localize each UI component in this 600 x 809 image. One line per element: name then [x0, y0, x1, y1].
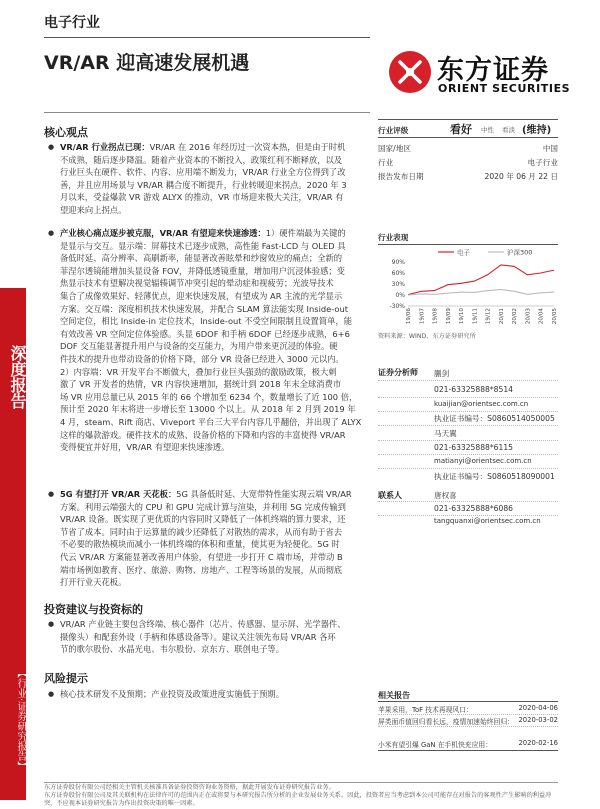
bullet-1-line: VR/AR 在 2016 年经历过一次资本热，但是由于时机 — [149, 142, 346, 152]
y-tick-label: 0% — [395, 292, 405, 299]
y-tick-label: 60% — [391, 270, 405, 277]
bullet-3-line: VR/AR 设备。既实现了更优质的内容同时又降低了一体机终端的算力要求，还 — [60, 514, 346, 525]
footer-rule — [44, 782, 558, 783]
analyst-name: 蒯剑 — [434, 369, 450, 378]
related-item[interactable] — [378, 716, 558, 726]
risk-heading: 风险提示 — [44, 672, 88, 685]
core-bullet-3 — [48, 488, 370, 589]
bullet-2-line: 件技术的提升也带动设备的价格下降，部分 VR 设备已经进入 3000 元以内。 — [60, 353, 344, 364]
bullet-2-line: 是显示与交互。显示端：屏幕技术已逐步成熟，高性能 Fast-LCD 与 OLED 具 — [60, 240, 346, 251]
related-bottom-rule — [378, 750, 558, 751]
contact-phone: 021-63325888*6086 — [434, 504, 514, 513]
bullet-3-line: 端市场例如教育、医疗、旅游、购物、房地产、工程等场景的发展，从而彻底 — [60, 564, 343, 575]
divider — [378, 397, 558, 398]
rating-top-rule — [378, 119, 558, 120]
series-line — [408, 265, 554, 295]
title-rule — [44, 112, 370, 113]
divider — [378, 714, 558, 715]
logo-text-en: ORIENT SECURITIES — [438, 82, 571, 95]
bullet-icon: ● — [48, 620, 55, 628]
x-tick-label: 19/12 — [485, 308, 492, 325]
performance-rule — [378, 244, 558, 245]
bullet-3-line: 方案。利用云端强大的 CPU 和 GPU 完成计算与渲染，并利用 5G 完成传输到 — [60, 501, 346, 512]
related-item[interactable] — [378, 704, 558, 714]
related-rule — [378, 701, 558, 702]
header-rule — [44, 37, 370, 38]
bullet-1-lead: VR/AR 行业拐点已现： — [60, 142, 150, 152]
analyst-name: 马天翼 — [434, 429, 457, 438]
info-row-date — [378, 171, 558, 182]
divider — [378, 454, 558, 455]
x-tick-label: 20/03 — [525, 308, 532, 325]
bullet-icon: ● — [48, 229, 55, 237]
info-value: 电子行业 — [527, 158, 558, 167]
legend-label: 沪深300 — [507, 248, 533, 257]
bullet-1-line: 望迎来向上拐点。 — [60, 204, 127, 215]
divider — [378, 425, 558, 426]
bullet-2-line: 备低时延、高分辨率、高刷新率，能显著改善眩晕和纱窗效应的痛点；全新的 — [60, 253, 343, 264]
investment-line: VR/AR 产业链主要包含终端、核心器件（芯片、传感器、显示屏、光学器件、 — [60, 619, 346, 629]
related-item[interactable] — [378, 739, 558, 749]
analyst-phone: 021-63325888*6115 — [434, 443, 514, 452]
bullet-icon: ● — [48, 490, 55, 498]
bullet-2-line: 场 VR 应用总量已从 2015 年的 66 个增加至 6234 个，数量增长了近 100 倍， — [60, 391, 358, 402]
chart-source: 资料来源：WIND、东方证券研究所 — [378, 333, 476, 340]
risk-bullet — [48, 688, 370, 701]
divider — [378, 501, 558, 502]
analyst-cert — [434, 413, 555, 424]
investment-bullet — [48, 618, 370, 656]
sidebar-report-type: 深度报告 — [8, 345, 27, 409]
bullet-2-line: 激了 VR 开发者的热情，VR 内容快速增加，据统计到 2018 年末全球消费市 — [60, 379, 342, 390]
core-bullet-2 — [48, 227, 370, 454]
related-title[interactable]: 小米有望引爆 GaN 在手机快充应用： — [378, 741, 492, 749]
info-key: 国家/地区 — [378, 144, 411, 153]
y-tick-label: -30% — [389, 303, 405, 310]
divider — [378, 726, 558, 727]
divider — [378, 411, 558, 412]
divider — [378, 515, 558, 516]
x-tick-label: 20/01 — [498, 308, 505, 325]
cert-label: 执业证书编号： — [434, 472, 488, 481]
info-key: 行业 — [378, 158, 394, 167]
bullet-2-line: 菲涅尔透镜能增加头显设备 FOV，并降低透镜重量，增加用户沉浸体验感；变 — [60, 265, 345, 276]
bullet-2-line: DOF 交互能显著提升用户与设备的交互能力，为用户带来更沉浸的体验。硬 — [60, 341, 338, 352]
investment-line: 节的歌尔股份、水晶光电、韦尔股份、京东方、联创电子等。 — [60, 644, 285, 655]
bullet-2-line: 空间定位，相比 Inside-in 定位技术，Inside-out 不受空间限制且设置简单，能 — [60, 316, 353, 327]
x-tick-label: 19/11 — [472, 308, 479, 325]
bullet-2-line: 这样的爆款游戏。硬件技术的成熟、设备价格的下降和内容的丰富使得 VR/AR — [60, 429, 346, 440]
performance-heading: 行业表现 — [378, 233, 409, 242]
bullet-2-line: 2）内容端：VR 开发平台不断做大，叠加行业巨头强劲的激励政策，极大刺 — [60, 366, 337, 377]
related-title[interactable]: 屏类面币值回归看长远，疫情加速始终回归： — [378, 718, 514, 726]
y-tick-label: 90% — [391, 259, 405, 266]
bullet-1-line: 行业巨头在硬件、软件、内容、应用端不断发力，VR/AR 行业全方位得到了改 — [60, 167, 346, 178]
investment-heading: 投资建议与投资标的 — [44, 603, 143, 616]
bullet-3-lead: 5G 有望打开 VR/AR 天花板： — [60, 489, 177, 499]
info-row-industry — [378, 157, 558, 168]
rating-bottom-rule — [378, 137, 558, 138]
bullet-3-line: 打开行业天花板。 — [60, 577, 127, 588]
x-tick-label: 19/08 — [432, 308, 439, 325]
bullet-2-line: 预计至 2020 年末将进一步增长至 13000 个以上。从 2018 年 2 月到 2019 年 — [60, 404, 356, 415]
bullet-2-line: 1）硬件端最为关键的 — [265, 228, 346, 238]
x-tick-label: 20/05 — [552, 308, 558, 325]
cert-number: S0860518090001 — [487, 472, 555, 481]
x-tick-label: 19/09 — [445, 308, 452, 325]
related-heading: 相关报告 — [378, 691, 410, 700]
x-tick-label: 19/06 — [406, 308, 412, 325]
industry-label: 电子行业 — [44, 15, 100, 31]
related-date: 2020-02-16 — [518, 739, 558, 747]
x-tick-label: 19/10 — [459, 308, 466, 325]
bullet-2-line: 变得便宜并好用，VR/AR 有望迎来快速渗透。 — [60, 442, 230, 453]
info-row-region — [378, 143, 558, 154]
bullet-3-line: 5G 具备低时延、大宽带特性能实现云端 VR/AR — [176, 489, 352, 499]
core-viewpoints-heading: 核心观点 — [44, 126, 88, 139]
analyst-email[interactable]: kuaijian@orientsec.com.cn — [434, 400, 529, 408]
analyst-cert — [434, 471, 555, 482]
performance-chart — [378, 246, 558, 328]
logo-text-cn: 东方证券 — [437, 55, 549, 86]
bullet-2-line: 焦显示技术有望解决视觉辐辏调节冲突引起的晕动症和视疲劳；光波导技术 — [60, 278, 334, 289]
x-tick-label: 19/07 — [419, 308, 426, 325]
contact-name: 唐权喜 — [434, 491, 457, 500]
bullet-1-line: 月以来，受益爆款 VR 游戏 ALYX 的推动，VR 市场迎来极大关注，VR/AR 有 — [60, 192, 344, 203]
rating-scale-mid: 中性 — [481, 126, 494, 134]
bullet-2-line: 方案。交互端：深度相机技术快速发展，并配合 SLAM 算法能实现 Inside-out — [60, 303, 348, 314]
bullet-3-line: 不必要的散热模块而减小一体机终端的体积和重量，使其更为轻便化。5G 时 — [60, 539, 340, 550]
bullet-icon: ● — [48, 143, 55, 151]
x-tick-label: 20/04 — [538, 308, 545, 325]
analyst-role-label: 证券分析师 — [378, 368, 418, 377]
bullet-1-line: 不成熟，随后逐步降温。随着产业资本的不断投入，政策红利不断释放，以及 — [60, 154, 343, 165]
bullet-2-line: 有效改善 VR 空间定位体验感。头显 6DOF 和手柄 6DOF 已经逐步成熟，6+6 — [60, 328, 350, 339]
related-title[interactable]: 苹果采用，ToF 技术再现风口： — [378, 706, 473, 714]
divider — [378, 380, 558, 381]
y-tick-label: 30% — [391, 281, 405, 288]
report-title: VR/AR 迎高速发展机遇 — [44, 52, 250, 74]
x-tick-label: 20/02 — [512, 308, 519, 325]
rating-label: 行业评级 — [378, 126, 409, 135]
bullet-3-line: 代云 VR/AR 方案能显著改善用户体验，有望进一步打开 C 端市场，并带动 B — [60, 551, 343, 562]
footer-line: 东方证券股份有限公司经相关主管机关核准具备证券投资咨询业务资格，据此开展发布证券研究报告业务。 — [44, 784, 335, 791]
bullet-3-line: 节省了成本。同时由于运算量的减少还降低了对散热的需求，从而有助于省去 — [60, 526, 343, 537]
orient-logo-icon — [388, 50, 432, 94]
rating-scale-low: 看淡 — [502, 126, 515, 134]
bullet-2-lead: 产业核心痛点逐步被克服，VR/AR 有望迎来快速渗透： — [60, 228, 266, 238]
info-value: 中国 — [542, 144, 558, 153]
analyst-email[interactable]: matianyi@orientsec.com.cn — [434, 457, 532, 465]
risk-line: 核心技术研发不及预期；产业投资及政策进度实施低于预期。 — [60, 689, 285, 699]
analyst-phone: 021-63325888*8514 — [434, 385, 514, 394]
contact-email[interactable]: tangquanxi@orientsec.com.cn — [434, 517, 541, 525]
cert-number: S0860514050005 — [487, 414, 555, 423]
related-date: 2020-03-02 — [518, 716, 558, 724]
info-key: 报告发布日期 — [378, 172, 424, 181]
core-bullet-1 — [48, 141, 370, 217]
divider — [378, 440, 558, 441]
rating-value: 看好 — [450, 123, 472, 136]
footer-disclaimer — [44, 784, 558, 809]
footer-line: 东方证券股份有限公司及其关联机构在法律许可的范围内正在或将要与本研究报告所分析的企业发展业务关系。因此，投资者应当考虑到本公司可能存在对报告的客观性产生影响的利益冲突，不应视本证券研究报告为作出投资决策的唯一因素。 — [44, 792, 552, 808]
cert-label: 执业证书编号： — [434, 414, 488, 423]
legend-label: 电子 — [457, 248, 470, 257]
info-value: 2020 年 06 月 22 日 — [484, 172, 558, 181]
contact-role-label: 联系人 — [378, 491, 402, 500]
bullet-2-line: 集合了成像效果好、轻薄优点，迎来快速发展，有望成为 AR 主流的光学显示 — [60, 290, 343, 301]
bullet-1-line: 善，并且应用场景与 VR/AR 耦合度不断提升，行业转暖迎来拐点。2020 年 3 — [60, 179, 347, 190]
related-date: 2020-04-06 — [518, 704, 558, 712]
sidebar-subtitle: 【行业·证券研究报告】 — [15, 668, 26, 772]
divider — [378, 468, 558, 469]
bullet-2-line: 4 月，steam、Rift 商店、Viveport 平台三大平台内容几乎翻倍，并出现了 ALYX — [60, 416, 362, 427]
investment-line: 摄像头）和配套外设（手柄和体感设备等）。建议关注领先布局 VR/AR 各环 — [60, 631, 336, 642]
bullet-icon: ● — [48, 690, 55, 698]
rating-status: (维持) — [522, 125, 552, 136]
